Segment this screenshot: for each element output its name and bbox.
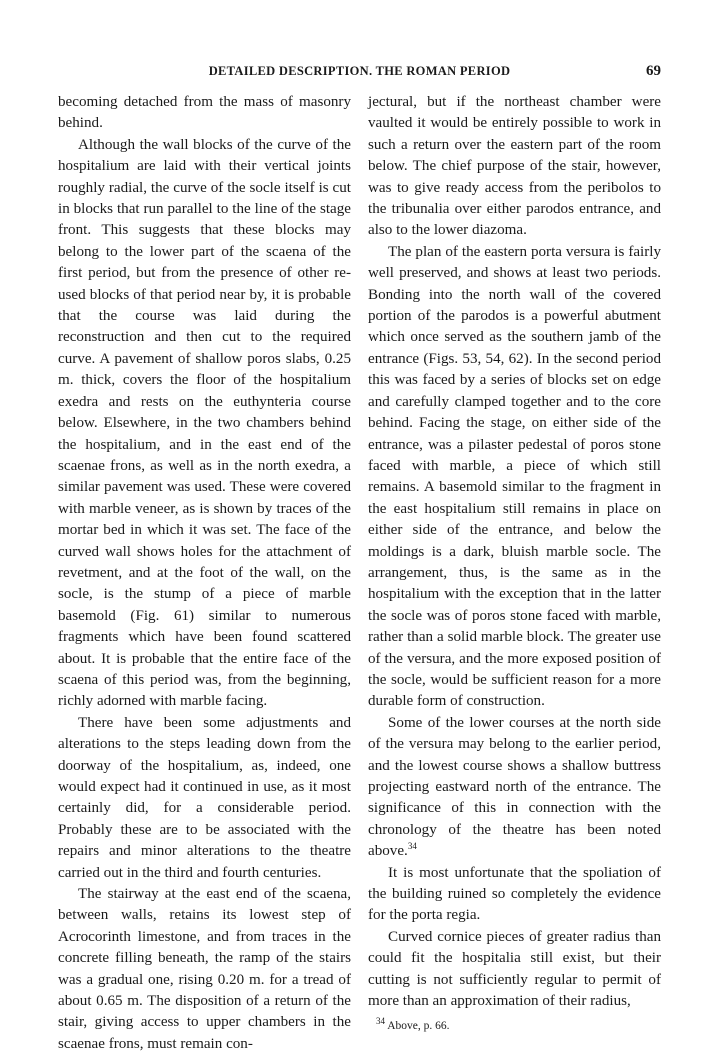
paragraph: Curved cornice pieces of greater radius than could fit the hospitalia still exist, but their cutting is not sufficiently regular to permit of more than an approximation of their radius,	[368, 928, 661, 1010]
paragraph-continued: becoming detached from the mass of masonry behind.	[58, 94, 351, 132]
running-title: DETAILED DESCRIPTION. THE ROMAN PERIOD	[208, 64, 511, 78]
page-number: 69	[646, 63, 661, 79]
paragraph-with-footnote	[368, 713, 661, 863]
paragraph: The plan of the eastern porta versura is fairly well preserved, and shows at least two periods. Bonding into the north wall of the covered portion of the parodos is a powerful abutment which once served as the southern jamb of the entrance (Figs. 53, 54, 62). In the second period this was faced by a series of blocks set on edge and carefully clamped together and to the core behind. Facing the stage, on either side of the entrance, was a pilaster pedestal of poros stone faced with marble, a piece of which still remains. A basemold similar to the fragment in the east hospitalium still remains in place on either side of the entrance, and below the moldings is a dark, bluish marble socle. The arrangement, thus, is the same as in the hospitalium with the exception that in the latter the socle was of poros stone faced with marble, rather than a solid marble block. The greater use of the versura, and the more exposed position of the socle, would be sufficient reason for a more durable form of construction.	[368, 243, 661, 710]
paragraph: There have been some adjustments and alterations to the steps leading down from the doorway of the hospitalium, as, indeed, one would expect had it continued in use, as it most certainly did, for a considerable period. Probably these are to be associated with the repairs and minor alterations to the theatre carried out in the third and fourth centuries.	[58, 714, 351, 881]
left-column	[58, 92, 351, 1055]
paragraph: It is most unfortunate that the spoliation of the building ruined so completely the evidence for the porta regia.	[368, 864, 661, 924]
paragraph-continued: jectural, but if the northeast chamber were vaulted it would be entirely possible to work in such a return over the eastern part of the room below. The chief purpose of the stair, however, was to give ready access from the peribolos to the tribunalia over either parodos entrance, and also to the lower diazoma.	[368, 94, 661, 239]
footnote-number: 34	[376, 1016, 385, 1027]
paragraph: Although the wall blocks of the curve of the hospitalium are laid with their vertical joints roughly radial, the curve of the socle itself is cut in blocks that run parallel to the line of the stage front. This suggests that these blocks may belong to the lower part of the scaena of the first period, but from the presence of other re-used blocks of that period near by, it is probable that the course was laid during the reconstruction and then cut to the required curve. A pavement of shallow poros slabs, 0.25 m. thick, covers the floor of the hospitalium exedra and rests on the euthynteria course below. Elsewhere, in the two chambers behind the hospitalium, and in the east end of the scaenae frons, as well as in the north exedra, a similar pavement was used. These were covered with marble veneer, as is shown by traces of the mortar bed in which it was set. The face of the curved wall shows holes for the attachment of revetment, and at the foot of the wall, on the socle, is the stump of a piece of marble basemold (Fig. 61) similar to numerous fragments which have been found scattered about. It is probable that the entire face of the scaena of this period was, from the beginning, richly adorned with marble facing.	[58, 136, 351, 710]
footnote-text: Above, p. 66.	[387, 1020, 450, 1033]
footnote-reference: 34	[407, 841, 417, 852]
paragraph: The stairway at the east end of the scaena, between walls, retains its lowest step of Acrocorinth limestone, and from traces in the concrete filling beneath, the ramp of the stairs was a gradual one, rising 0.20 m. for a tread of about 0.65 m. The disposition of a return of the stair, giving access to upper chambers in the scaenae frons, must remain con-	[58, 886, 351, 1052]
footnote	[368, 1018, 661, 1034]
right-column	[368, 92, 661, 1034]
running-head	[58, 60, 661, 82]
paragraph-text: Some of the lower courses at the north side of the versura may belong to the earlier period, and the lowest course shows a shallow buttress projecting eastward north of the entrance. The significance of this in connection with the chronology of the theatre has been noted above.	[368, 714, 661, 860]
